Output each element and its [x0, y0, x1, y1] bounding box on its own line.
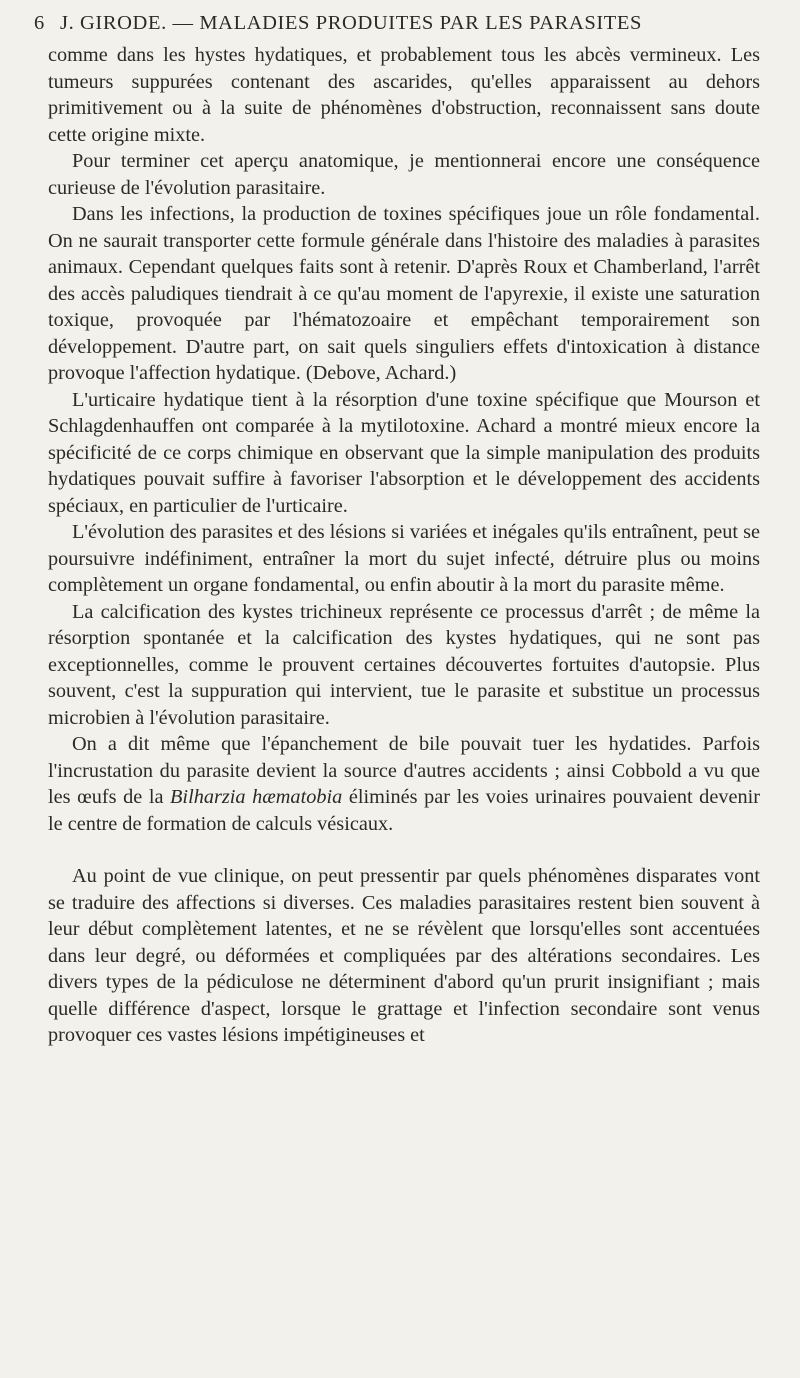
paragraph: comme dans les hystes hydatiques, et probablement tous les abcès vermineux. Les tumeurs suppurées contenant des ascarides, qu'elles apparaissent au dehors primitivement ou à la suite de phénomènes d'obstruction, reconnaissent sans doute cette origine mixte.	[48, 44, 760, 146]
paragraph	[48, 731, 760, 837]
body-text	[48, 42, 760, 1049]
running-header	[34, 12, 760, 42]
paragraph: Pour terminer cet aperçu anatomique, je mentionnerai encore une conséquence curieuse de l'évolution parasitaire.	[48, 150, 760, 199]
paragraph-text: éliminés par les voies urinaires pouvaient devenir le centre de formation de calculs vésicaux.	[48, 786, 760, 835]
species-name: Bilharzia hæmatobia	[170, 786, 343, 808]
running-title: J. GIRODE. — MALADIES PRODUITES PAR LES PARASITES	[60, 12, 643, 34]
paragraph: Dans les infections, la production de toxines spécifiques joue un rôle fondamental. On ne saurait transporter cette formule générale dans l'histoire des maladies à parasites animaux. Cependant quelques faits sont à retenir. D'après Roux et Chamberland, l'arrêt des accès paludiques tiendrait à ce qu'au moment de l'apyrexie, il existe une saturation toxique, provoquée par l'hématozoaire et empêchant temporairement son développement. D'autre part, on sait quels singuliers effets d'intoxication à distance provoque l'affection hydatique. (Debove, Achard.)	[48, 203, 760, 384]
page-number: 6	[34, 12, 45, 34]
paragraph-text: On a dit même que l'épanchement de bile pouvait tuer les hydatides. Parfois l'incrustation du parasite devient la source d'autres accidents ; ainsi Cobbold a vu que les œufs de la	[48, 733, 760, 808]
paragraph: La calcification des kystes trichineux représente ce processus d'arrêt ; de même la résorption spontanée et la calcification des kystes hydatiques, qui ne sont pas exceptionnelles, comme le prouvent certaines découvertes fortuites d'autopsie. Plus souvent, c'est la suppuration qui intervient, tue le parasite et substitue un processus microbien à l'évolution parasitaire.	[48, 600, 760, 729]
paragraph: Au point de vue clinique, on peut pressentir par quels phénomènes disparates vont se traduire des affections si diverses. Ces maladies parasitaires restent bien souvent à leur début complètement latentes, et ne se révèlent que lorsqu'elles sont accentuées dans leur degré, ou déformées et compliquées par des altérations secondaires. Les divers types de la pédiculose ne déterminent d'abord qu'un prurit insignifiant ; mais quelle différence d'aspect, lorsque le grattage et l'infection secondaire sont venus provoquer ces vastes lésions impétigineuses et	[48, 865, 760, 1046]
paragraph: L'urticaire hydatique tient à la résorption d'une toxine spécifique que Mourson et Schlagdenhauffen ont comparée à la mytilotoxine. Achard a montré mieux encore la spécificité de ce corps chimique en observant que la simple manipulation des produits hydatiques pouvait suffire à favoriser l'absorption et le développement des accidents spéciaux, en particulier de l'urticaire.	[48, 388, 760, 517]
paragraph: L'évolution des parasites et des lésions si variées et inégales qu'ils entraînent, peut se poursuivre indéfiniment, entraîner la mort du sujet infecté, détruire plus ou moins complètement un organe fondamental, ou enfin aboutir à la mort du parasite même.	[48, 521, 760, 596]
